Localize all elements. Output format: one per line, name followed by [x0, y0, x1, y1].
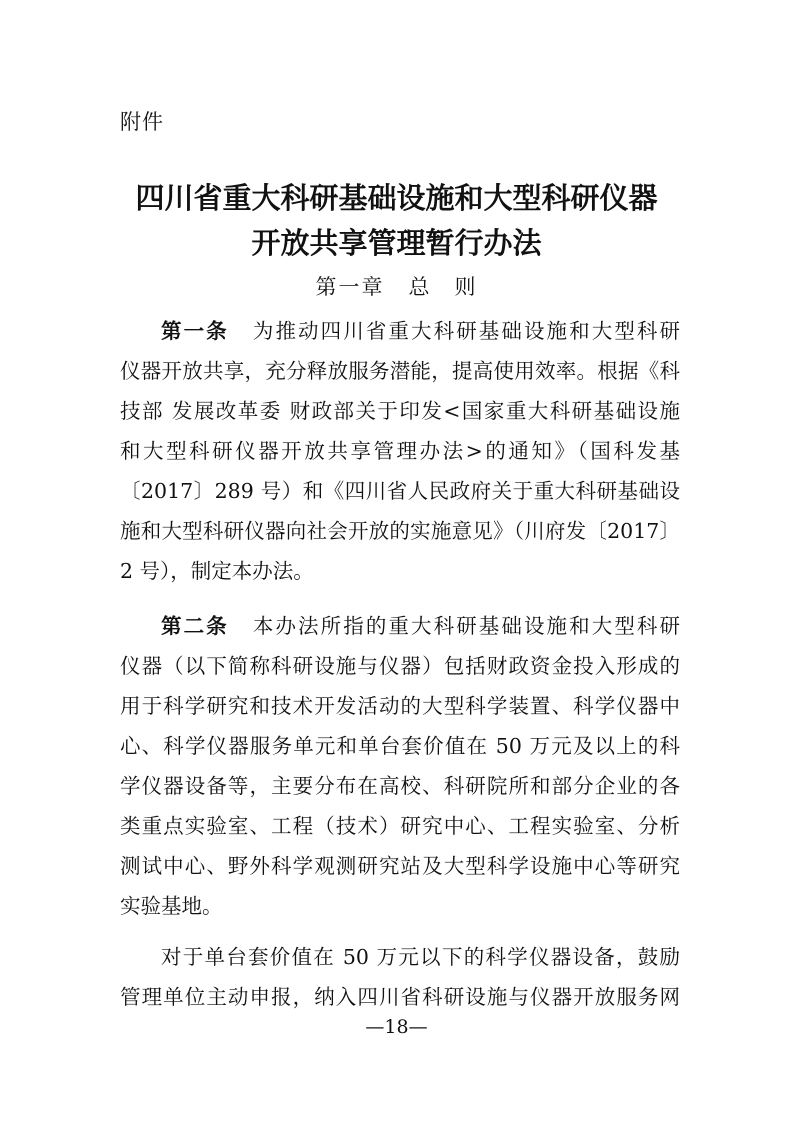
article-1-text-2: 仪器开放共享，充分释放服务潜能，提高使用效率。根据《科	[120, 359, 680, 383]
paragraph-3-text-2: 管理单位主动申报，纳入四川省科研设施与仪器开放服务网	[120, 985, 680, 1009]
article-2-line-7	[120, 846, 680, 886]
article-1	[120, 311, 680, 591]
article-2-line-3	[120, 686, 680, 726]
article-1-text-3: 技部 发展改革委 财政部关于印发<国家重大科研基础设施	[120, 399, 680, 423]
article-2	[120, 606, 680, 926]
attachment-label: 附件	[120, 110, 164, 134]
chapter-heading	[0, 271, 793, 301]
paragraph-3-text-1: 对于单台套价值在 50 万元以下的科学仪器设备，鼓励	[161, 945, 680, 969]
paragraph-3-line-2	[120, 977, 680, 1017]
article-2-line-5	[120, 766, 680, 806]
article-1-line-5	[120, 471, 680, 511]
article-2-text-1: 本办法所指的重大科研基础设施和大型科研	[250, 614, 680, 638]
chapter-number: 第一章	[315, 275, 385, 299]
paragraph-3	[120, 937, 680, 1017]
paragraph-3-line-1	[120, 937, 680, 977]
article-2-heading: 第二条	[161, 614, 229, 638]
article-1-line-6	[120, 511, 680, 551]
article-2-line-6	[120, 806, 680, 846]
article-1-text-4: 和大型科研仪器开放共享管理办法>的通知》（国科发基	[120, 439, 680, 463]
article-2-text-6: 类重点实验室、工程（技术）研究中心、工程实验室、分析	[120, 814, 680, 838]
document-title-line-2: 开放共享管理暂行办法	[251, 226, 542, 260]
article-2-line-4	[120, 726, 680, 766]
article-2-text-4: 心、科学仪器服务单元和单台套价值在 50 万元及以上的科	[120, 734, 680, 758]
article-1-text-1: 为推动四川省重大科研基础设施和大型科研	[250, 319, 680, 343]
article-1-text-5: 〔2017〕289 号）和《四川省人民政府关于重大科研基础设	[120, 479, 680, 503]
article-1-text-7: 2 号），制定本办法。	[120, 559, 314, 583]
article-1-heading: 第一条	[161, 319, 229, 343]
article-1-line-2	[120, 351, 680, 391]
article-1-line-3	[120, 391, 680, 431]
article-2-text-7: 测试中心、野外科学观测研究站及大型科学设施中心等研究	[120, 854, 680, 878]
article-1-text-6: 施和大型科研仪器向社会开放的实施意见》（川府发〔2017〕	[120, 519, 680, 543]
article-1-line-7	[120, 551, 680, 591]
document-title-line-1: 四川省重大科研基础设施和大型科研仪器	[135, 181, 658, 215]
article-2-line-1	[120, 606, 680, 646]
article-2-text-5: 学仪器设备等，主要分布在高校、科研院所和部分企业的各	[120, 774, 680, 798]
article-2-text-2: 仪器（以下简称科研设施与仪器）包括财政资金投入形成的	[120, 654, 680, 678]
article-2-line-2	[120, 646, 680, 686]
article-1-line-1	[120, 311, 680, 351]
article-2-text-8: 实验基地。	[120, 894, 223, 918]
article-2-line-8	[120, 886, 680, 926]
article-1-line-4	[120, 431, 680, 471]
page-number: —18—	[365, 1016, 428, 1038]
chapter-name: 总 则	[408, 275, 478, 299]
article-2-text-3: 用于科学研究和技术开发活动的大型科学装置、科学仪器中	[120, 694, 680, 718]
